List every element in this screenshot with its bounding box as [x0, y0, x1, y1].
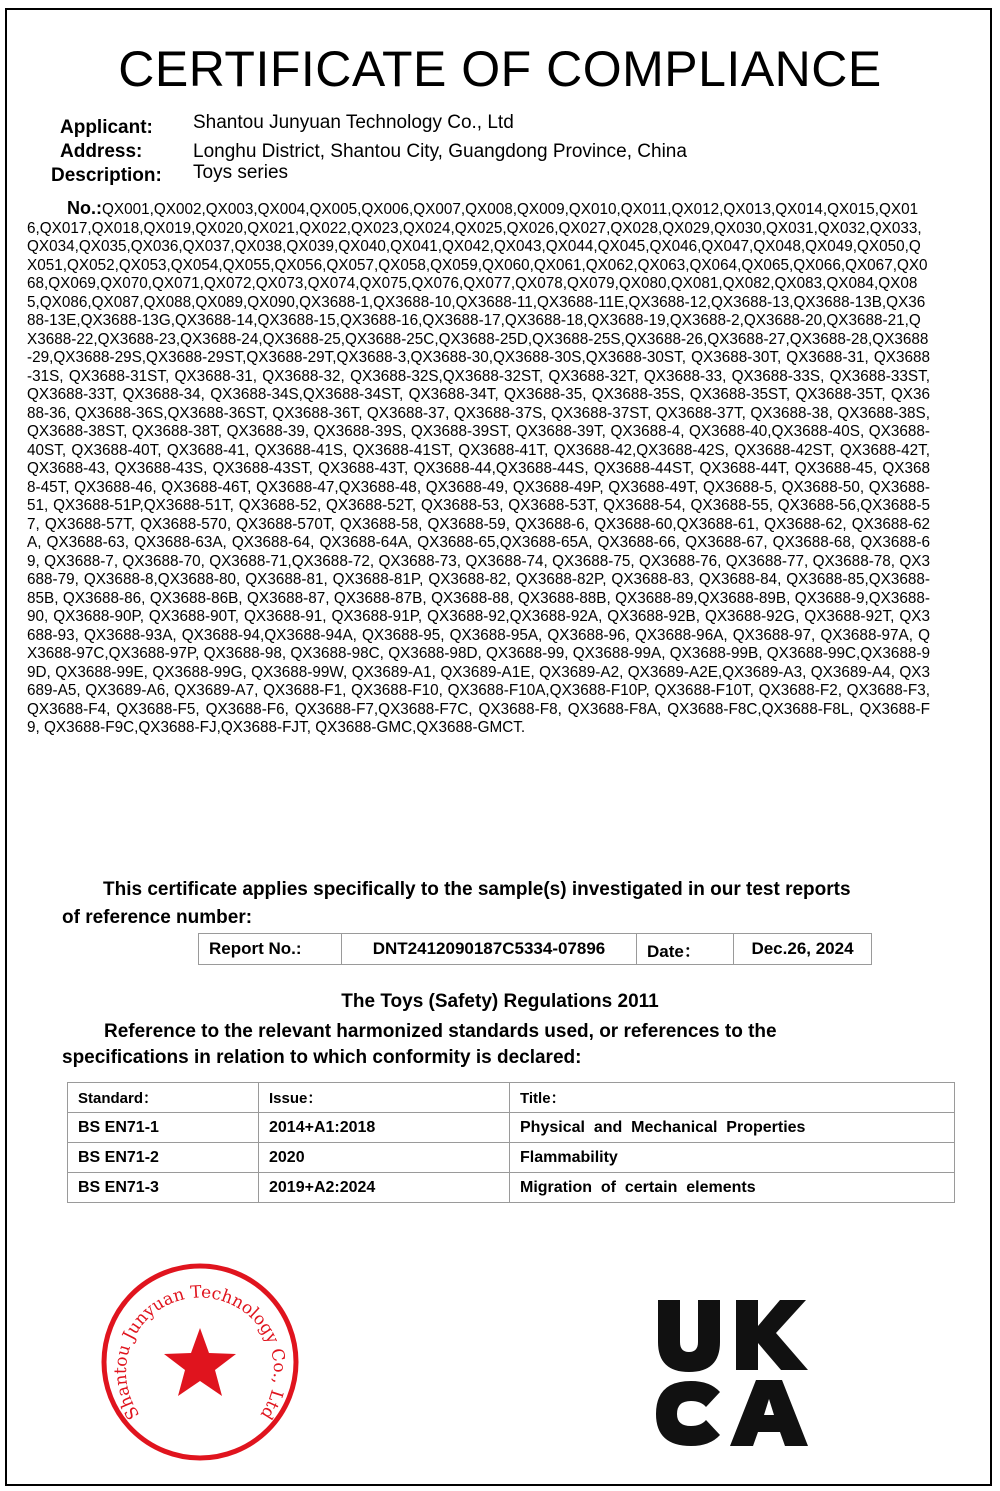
model-numbers-list: QX001,QX002,QX003,QX004,QX005,QX006,QX007,QX008,QX009,QX010,QX011,QX012,QX013,QX014,QX015,QX016,QX017,QX018,QX019,QX020,QX021,QX022,QX023,QX024,QX025,QX026,QX027,QX028,QX029,QX030,QX031,QX032,QX033,QX034,QX035,QX036,QX037,QX038,QX039,QX040,QX041,QX042,QX043,QX044,QX045,QX046,QX047,QX048,QX049,QX050,QX051,QX052,QX053,QX054,QX055,QX056,QX057,QX058,QX059,QX060,QX061,QX062,QX063,QX064,QX065,QX066,QX067,QX068,QX069,QX070,QX071,QX072,QX073,QX074,QX075,QX076,QX077,QX078,QX079,QX080,QX081,QX082,QX083,QX084,QX085,QX086,QX087,QX088,QX089,QX090,QX3688-1,QX3688-10,QX3688-11,QX3688-11E,QX3688-12,QX3688-13,QX3688-13B,QX3688-13E,QX3688-13G,QX3688-14,QX3688-15,QX3688-16,QX3688-17,QX3688-18,QX3688-19,QX3688-2,QX3688-20,QX3688-21,QX3688-22,QX3688-23,QX3688-24,QX3688-25,QX3688-25C,QX3688-25D,QX3688-25S,QX3688-26,QX3688-27,QX3688-28,QX3688-29,QX3688-29S,QX3688-29ST,QX3688-29T,QX3688-3,QX3688-30,QX3688-30S,QX3688-30ST, QX3688-30T, QX3688-31, QX3688-31S, QX3688-31ST, QX3688-31, QX3688-32, QX3688-32S,QX3688-32ST, QX3688-32T, QX3688-33, QX3688-33S, QX3688-33ST, QX3688-33T, QX3688-34, QX3688-34S,QX3688-34ST, QX3688-34T, QX3688-35, QX3688-35S, QX3688-35ST, QX3688-35T, QX3688-36, QX3688-36S,QX3688-36ST, QX3688-36T, QX3688-37, QX3688-37S, QX3688-37ST, QX3688-37T, QX3688-38, QX3688-38S,QX3688-38ST, QX3688-38T, QX3688-39, QX3688-39S, QX3688-39ST, QX3688-39T, QX3688-4, QX3688-40,QX3688-40S, QX3688-40ST, QX3688-40T, QX3688-41, QX3688-41S, QX3688-41ST, QX3688-41T, QX3688-42,QX3688-42S, QX3688-42ST, QX3688-42T, QX3688-43, QX3688-43S, QX3688-43ST, QX3688-43T, QX3688-44,QX3688-44S, QX3688-44ST, QX3688-44T, QX3688-45, QX3688-45T, QX3688-46, QX3688-46T, QX3688-47,QX3688-48, QX3688-49, QX3688-49P, QX3688-49T, QX3688-5, QX3688-50, QX3688-51, QX3688-51P,QX3688-51T, QX3688-52, QX3688-52T, QX3688-53, QX3688-53T, QX3688-54, QX3688-55, QX3688-56,QX3688-57, QX3688-57T, QX3688-570, QX3688-570T, QX3688-58, QX3688-59, QX3688-6, QX3688-60,QX3688-61, QX3688-62, QX3688-62A, QX3688-63, QX3688-63A, QX3688-64, QX3688-64A, QX3688-65,QX3688-65A, QX3688-66, QX3688-67, QX3688-68, QX3688-69, QX3688-7, QX3688-70, QX3688-71,QX3688-72, QX3688-73, QX3688-74, QX3688-75, QX3688-76, QX3688-77, QX3688-78, QX3688-79, QX3688-8,QX3688-80, QX3688-81, QX3688-81P, QX3688-82, QX3688-82P, QX3688-83, QX3688-84, QX3688-85,QX3688-85B, QX3688-86, QX3688-86B, QX3688-87, QX3688-87B, QX3688-88, QX3688-88B, QX3688-89,QX3688-89B, QX3688-9,QX3688-90, QX3688-90P, QX3688-90T, QX3688-91, QX3688-91P, QX3688-92,QX3688-92A, QX3688-92B, QX3688-92G, QX3688-92T, QX3688-93, QX3688-93A, QX3688-94,QX3688-94A, QX3688-95, QX3688-95A, QX3688-96, QX3688-96A, QX3688-97, QX3688-97A, QX3688-97C,QX3688-97P, QX3688-98, QX3688-98C, QX3688-98D, QX3688-99, QX3688-99A, QX3688-99B, QX3688-99C,QX3688-99D, QX3688-99E, QX3688-99G, QX3688-99W, QX3689-A1, QX3689-A1E, QX3689-A2, QX3689-A2E,QX3689-A3, QX3689-A4, QX3689-A5, QX3689-A6, QX3689-A7, QX3688-F1, QX3688-F10, QX3688-F10A,QX3688-F10P, QX3688-F10T, QX3688-F2, QX3688-F3, QX3688-F4, QX3688-F5, QX3688-F6, QX3688-F7,QX3688-F7C, QX3688-F8, QX3688-F8A, QX3688-F8C,QX3688-F8L, QX3688-F9, QX3688-F9C,QX3688-FJ,QX3688-FJT, QX3688-GMC,QX3688-GMCT.	[27, 201, 930, 736]
description-value: Toys series	[193, 162, 289, 183]
reference-statement-line1: Reference to the relevant harmonized standards used, or references to the	[104, 1021, 777, 1042]
table-row	[68, 1113, 955, 1143]
applicant-label: Applicant:	[60, 117, 153, 138]
seal-text: Shantou Junyuan Technology Co., Ltd	[110, 1282, 290, 1423]
description-label: Description:	[51, 165, 162, 186]
standards-header-row	[68, 1083, 955, 1113]
table-row	[68, 1143, 955, 1173]
reference-statement-line2: specifications in relation to which conformity is declared:	[62, 1047, 582, 1068]
applies-statement-line2: of reference number:	[62, 907, 253, 928]
report-number: DNT2412090187C5334-07896	[342, 934, 637, 965]
issue-cell: 2020	[259, 1143, 510, 1173]
table-row	[68, 1173, 955, 1203]
standard-cell: BS EN71-3	[68, 1173, 259, 1203]
standards-table	[67, 1082, 955, 1203]
applies-statement-line1: This certificate applies specifically to the sample(s) investigated in our test reports	[103, 879, 851, 900]
title-cell: Flammability	[510, 1143, 955, 1173]
report-number-label: Report No.:	[199, 934, 342, 965]
applicant-value: Shantou Junyuan Technology Co., Ltd	[193, 112, 514, 133]
model-numbers	[27, 199, 930, 738]
title-cell: Physical and Mechanical Properties	[510, 1113, 955, 1143]
title-column-header: Title：	[510, 1083, 955, 1113]
issue-column-header: Issue：	[259, 1083, 510, 1113]
certificate-title: CERTIFICATE OF COMPLIANCE	[118, 41, 882, 97]
ukca-logo-icon	[652, 1296, 808, 1448]
ukca-mark	[652, 1296, 808, 1448]
model-numbers-label: No.:	[67, 198, 102, 218]
issue-cell: 2014+A1:2018	[259, 1113, 510, 1143]
address-label: Address:	[60, 141, 143, 162]
report-date-label: Date：	[637, 934, 734, 965]
standard-cell: BS EN71-2	[68, 1143, 259, 1173]
standard-column-header: Standard：	[68, 1083, 259, 1113]
company-seal	[100, 1262, 300, 1462]
report-date: Dec.26, 2024	[734, 934, 872, 965]
address-value: Longhu District, Shantou City, Guangdong Province, China	[193, 141, 687, 162]
seal-star-icon	[164, 1328, 236, 1396]
title-cell: Migration of certain elements	[510, 1173, 955, 1203]
standard-cell: BS EN71-1	[68, 1113, 259, 1143]
regulation-title: The Toys (Safety) Regulations 2011	[341, 991, 659, 1012]
report-table	[198, 933, 872, 965]
issue-cell: 2019+A2:2024	[259, 1173, 510, 1203]
